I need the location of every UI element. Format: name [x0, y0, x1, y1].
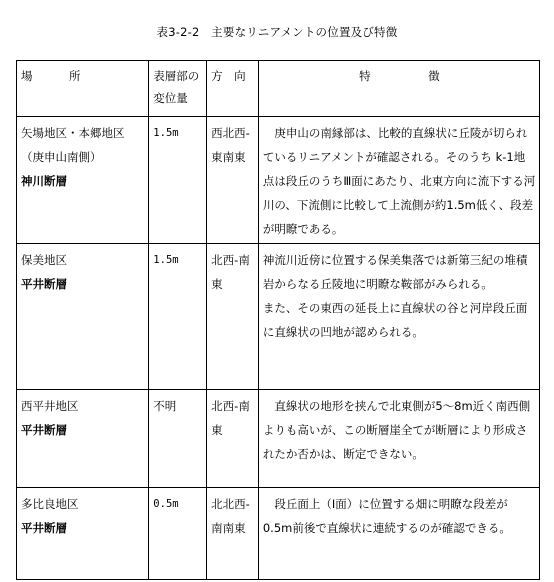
fault-name: 平井断層: [21, 423, 67, 437]
header-place-char-1: 場: [21, 69, 33, 83]
feature-cell: [258, 488, 539, 580]
table-row: [17, 488, 540, 580]
feature-text: 神流川近傍に位置する保美集落では新第三紀の堆積岩からなる丘陵地に明瞭な鞍部がみられる。: [262, 253, 528, 291]
place-cell: [17, 117, 149, 244]
displacement-cell: 不明: [149, 390, 207, 488]
place-cell: [17, 244, 149, 390]
header-place: [17, 61, 149, 117]
displacement-cell: 0.5m: [149, 488, 207, 580]
place-name: 保美地区: [21, 253, 67, 267]
feature-text-2: また、その東西の延長上に直線状の谷と河岸段丘面に直線状の凹地が認められる。: [262, 301, 528, 339]
feature-text: 直線状の地形を挟んで北東側が5～8m近く南西側よりも高いが、この断層崖全てが断層により形成されたか否かは、断定できない。: [262, 399, 531, 461]
direction-cell: 西北西-東南東: [207, 117, 259, 244]
direction-cell: 北西-南東: [207, 244, 259, 390]
direction-cell: 北北西-南南東: [207, 488, 259, 580]
fault-name: 神川断層: [21, 174, 67, 188]
place-name: 多比良地区: [21, 497, 79, 511]
place-name: 西平井地区: [21, 399, 79, 413]
feature-cell: [258, 117, 539, 244]
place-cell: [17, 488, 149, 580]
header-direction: 方 向: [207, 61, 259, 117]
lineament-table: [16, 60, 540, 580]
header-place-char-2: 所: [69, 69, 81, 83]
place-cell: [17, 390, 149, 488]
header-row: [17, 61, 540, 117]
table-row: [17, 117, 540, 244]
fault-name: 平井断層: [21, 277, 67, 291]
header-displacement: 表層部の変位量: [149, 61, 207, 117]
direction-cell: 北西-南東: [207, 390, 259, 488]
feature-cell: [258, 390, 539, 488]
table-row: [17, 390, 540, 488]
feature-text: 段丘面上（Ⅰ面）に位置する畑に明瞭な段差が0.5m前後で直線状に連続するのが確認できる。: [262, 497, 511, 535]
place-name: 矢場地区・本郷地区: [21, 126, 125, 140]
displacement-cell: 1.5m: [149, 244, 207, 390]
table-row: [17, 244, 540, 390]
displacement-cell: 1.5m: [149, 117, 207, 244]
header-feature: 特 徴: [258, 61, 539, 117]
feature-text: 庚申山の南縁部は、比較的直線状に丘陵が切られているリニアメントが確認される。そのうち k-1地点は段丘のうちⅢ面にあたり、北東方向に流下する河川の、下流側に比較して上流側が約1.5m低く、段差が明瞭である。: [262, 126, 536, 236]
fault-name: 平井断層: [21, 521, 67, 535]
table-caption: 表3-2-2 主要なリニアメントの位置及び特徴: [156, 25, 398, 39]
feature-cell: [258, 244, 539, 390]
place-sub: （庚申山南側）: [21, 150, 102, 164]
